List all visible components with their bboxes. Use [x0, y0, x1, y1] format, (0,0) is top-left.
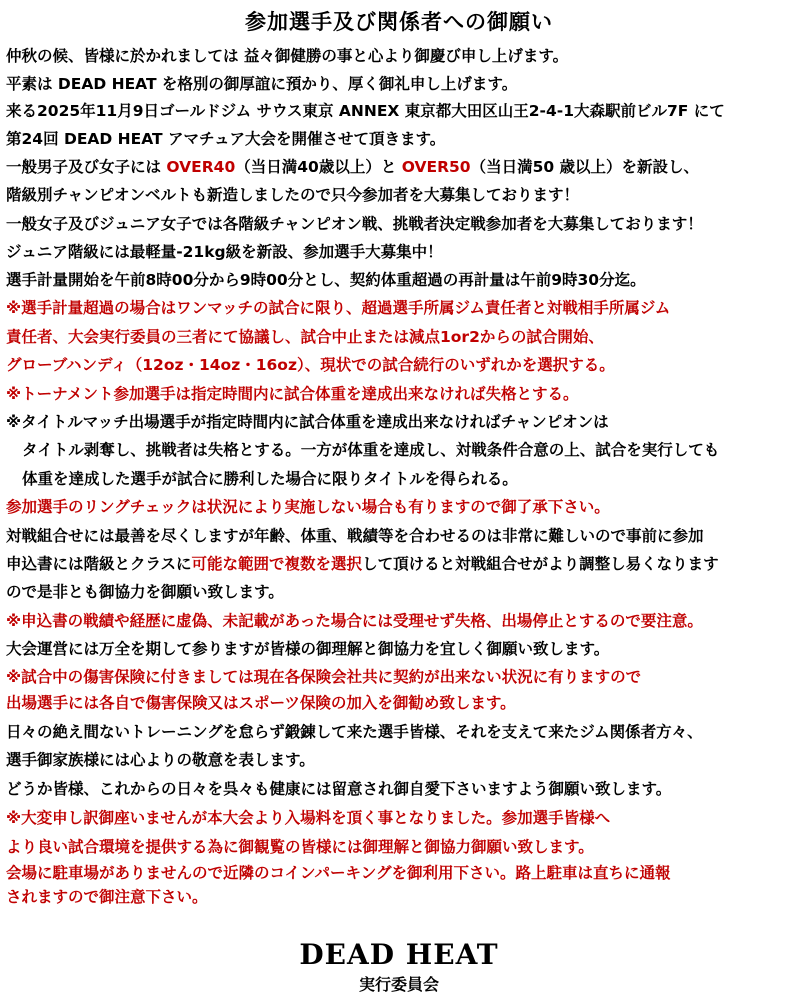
notice-line [6, 101, 792, 121]
body-text: （当日満50 歳以上）を新設し、 [470, 158, 700, 176]
notice-line [22, 469, 792, 489]
highlight-text: 可能な範囲で複数を選択 [191, 555, 363, 573]
notice-line [6, 497, 792, 517]
body-text: 選手計量開始を午前8時00分から9時00分とし、契約体重超過の再計量は午前9時30分迄。 [6, 271, 646, 289]
body-text: して頂けると対戦組合せがより調整し易くなります [362, 555, 719, 573]
highlight-text: 責任者、大会実行委員の三者にて協議し、試合中止または減点1or2からの試合開始、 [6, 328, 604, 346]
body-text: 平素は DEAD HEAT を格別の御厚誼に預かり、厚く御礼申し上げます。 [6, 75, 518, 93]
highlight-text: ※大変申し訳御座いませんが本大会より入場料を頂く事となりました。参加選手皆様へ [6, 809, 611, 827]
body-text: ので是非とも御協力を御願い致します。 [6, 583, 284, 601]
body-text: 階級別チャンピオンベルトも新造しましたので只今参加者を大募集しております！ [6, 186, 580, 204]
highlight-text: より良い試合環境を提供する為に御観覧の皆様には御理解と御協力御願い致します。 [6, 838, 594, 856]
notice-line [6, 327, 792, 347]
body-text: 一般男子及び女子には [6, 158, 167, 176]
page-title: 参加選手及び関係者への御願い [245, 10, 553, 34]
brand-name: DEAD HEAT [299, 938, 499, 971]
notice-line [6, 185, 792, 205]
notice-line [6, 46, 792, 66]
highlight-text: 会場に駐車場がありませんので近隣のコインパーキングを御利用下さい。路上駐車は直ちに通報 [6, 864, 671, 882]
notice-line [6, 298, 792, 318]
body-text: ジュニア階級には最軽量-21kg級を新設、参加選手大募集中！ [6, 243, 443, 261]
body-text: 申込書には階級とクラスに [6, 555, 192, 573]
notice-line [6, 722, 792, 742]
notice-line [6, 808, 792, 828]
body-text: 来る2025年11月9日ゴールドジム サウス東京 ANNEX 東京都大田区山王2-4-1大森駅前ビル7F にて [6, 102, 725, 120]
highlight-text: OVER40 [166, 158, 236, 176]
body-text: 対戦組合せには最善を尽くしますが年齢、体重、戦績等を合わせるのは非常に難しいので事前に参加 [6, 527, 704, 545]
notice-line [6, 750, 792, 770]
notice-line [6, 242, 792, 262]
body-text: 体重を達成した選手が試合に勝利した場合に限りタイトルを得られる。 [22, 470, 518, 488]
highlight-text: 出場選手には各自で傷害保険又はスポーツ保険の加入を御勧め致します。 [6, 694, 516, 712]
notice-line [6, 526, 792, 546]
notice-line [6, 863, 792, 883]
highlight-text: ※申込書の戦績や経歴に虚偽、未記載があった場合には受理せず失格、出場停止とするので要注意。 [6, 612, 703, 630]
notice-line [22, 440, 792, 460]
body-text: （当日満40歳以上）と [235, 158, 402, 176]
notice-line [6, 667, 792, 687]
notice-line [6, 693, 792, 713]
highlight-text: OVER50 [401, 158, 471, 176]
highlight-text: グローブハンディ（12oz・14oz・16oz）、現状での試合続行のいずれかを選択する。 [6, 356, 615, 374]
body-text: 日々の絶え間ないトレーニングを怠らず鍛錬して来た選手皆様、それを支えて来たジム関係者方々、 [6, 723, 703, 741]
body-text: タイトル剥奪し、挑戦者は失格とする。一方が体重を達成し、対戦条件合意の上、試合を実行しても [22, 441, 720, 459]
notice-line [6, 384, 792, 404]
highlight-text: ※試合中の傷害保険に付きましては現在各保険会社共に契約が出来ない状況に有りますので [6, 668, 642, 686]
notice-line [6, 837, 792, 857]
notice-line [6, 355, 792, 375]
body-text: 第24回 DEAD HEAT アマチュア大会を開催させて頂きます。 [6, 130, 446, 148]
notice-line [6, 554, 792, 574]
body-text: 仲秋の候、皆様に於かれましては 益々御健勝の事と心より御慶び申し上げます。 [6, 47, 569, 65]
notice-line [6, 412, 792, 432]
notice-line [6, 639, 792, 659]
notice-line [6, 214, 792, 234]
body-text: どうか皆様、これからの日々を呉々も健康には留意され御自愛下さいますよう御願い致します。 [6, 780, 672, 798]
highlight-text: ※トーナメント参加選手は指定時間内に試合体重を達成出来なければ失格とする。 [6, 385, 579, 403]
notice-line [6, 270, 792, 290]
notice-line [6, 611, 792, 631]
committee-name: 実行委員会 [358, 975, 439, 994]
body-text: 選手御家族様には心よりの敬意を表します。 [6, 751, 315, 769]
body-text: ※タイトルマッチ出場選手が指定時間内に試合体重を達成出来なければチャンピオンは [6, 413, 609, 431]
notice-line [6, 582, 792, 602]
highlight-text: されますので御注意下さい。 [6, 888, 208, 906]
notice-line [6, 779, 792, 799]
notice-line [6, 74, 792, 94]
body-text: 大会運営には万全を期して参りますが皆様の御理解と御協力を宜しく御願い致します。 [6, 640, 610, 658]
notice-line [6, 887, 792, 907]
body-text: 一般女子及びジュニア女子では各階級チャンピオン戦、挑戦者決定戦参加者を大募集しております！ [6, 215, 703, 233]
notice-line [6, 129, 792, 149]
highlight-text: ※選手計量超過の場合はワンマッチの試合に限り、超過選手所属ジム責任者と対戦相手所属ジム [6, 299, 671, 317]
highlight-text: 参加選手のリングチェックは状況により実施しない場合も有りますので御了承下さい。 [6, 498, 610, 516]
notice-line [6, 157, 792, 177]
